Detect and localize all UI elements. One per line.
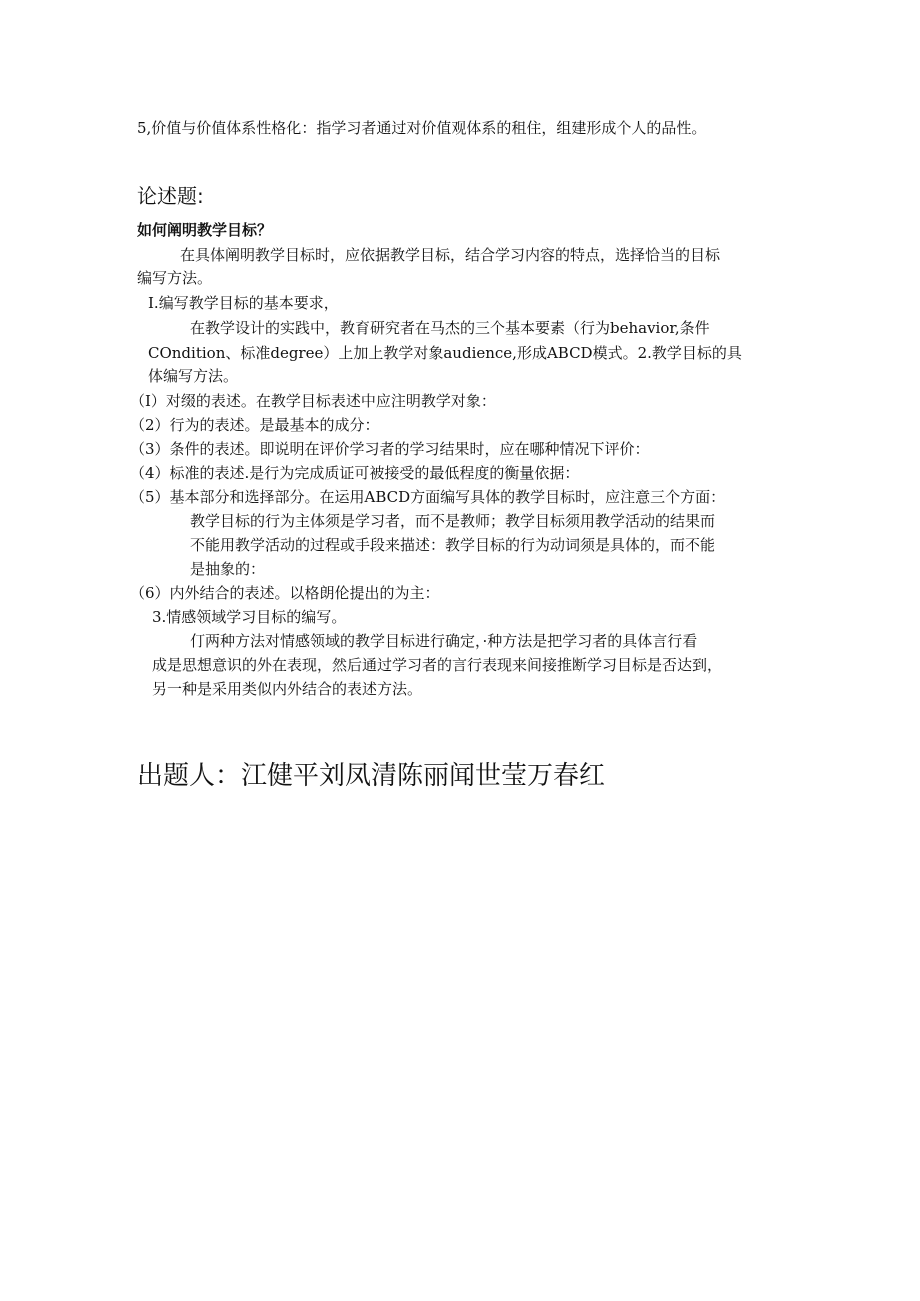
list-item-4: （4）标准的表述.是行为完成质证可被接受的最低程度的衡量依据： [130,464,580,482]
part1-line-1: 在教学设计的实践中，教育研究者在马杰的三个基本要素（行为behavior,条件 [190,319,710,337]
item5-detail-3: 是抽象的： [190,560,266,578]
intro-line-2: 编写方法。 [137,269,213,287]
list-item-1: （I）对缀的表述。在教学目标表述中应注明教学对象： [130,392,496,410]
list-item-5: （5）基本部分和选择部分。在运用ABCD方面编写具体的教学目标时，应注意三个方面： [130,488,726,506]
list-item-2: （2）行为的表述。是最基本的成分： [130,416,380,434]
intro-line-1: 在具体阐明教学目标时，应依据教学目标，结合学习内容的特点，选择恰当的目标 [180,246,721,264]
top-item: 5,价值与价值体系性格化：指学习者通过对价值观体系的租住，组建形成个人的品性。 [137,119,707,137]
part3-title: 3.情感领域学习目标的编写。 [152,608,347,626]
section-heading: 论述题: [137,184,204,208]
part3-line-2: 成是思想意识的外在表现，然后通过学习者的言行表现来间接推断学习目标是否达到， [152,656,723,674]
part3-line-3: 另一种是采用类似内外结合的表述方法。 [152,680,423,698]
item5-detail-2: 不能用教学活动的过程或手段来描述：教学目标的行为动词须是具体的，而不能 [190,536,716,554]
part1-line-3: 体编写方法。 [148,367,239,385]
part3-line-1: 仃两种方法对情感领域的教学目标进行确定，·种方法是把学习者的具体言行看 [190,632,698,650]
list-item-6: （6）内外结合的表述。以格朗伦提出的为主： [130,584,440,602]
item5-detail-1: 教学目标的行为主体须是学习者，而不是教师；教学目标须用教学活动的结果而 [190,512,716,530]
part1-title: I.编写教学目标的基本要求， [148,294,339,312]
list-item-3: （3）条件的表述。即说明在评价学习者的学习结果时，应在哪种情况下评价： [130,440,650,458]
question-title: 如何阐明教学目标？ [137,221,273,239]
part1-line-2: COndition、标准degree）上加上教学对象audience,形成ABCD模式。2.教学目标的具 [148,344,742,362]
author-line: 出题人：江健平刘凤清陈丽闻世莹万春红 [137,761,606,791]
